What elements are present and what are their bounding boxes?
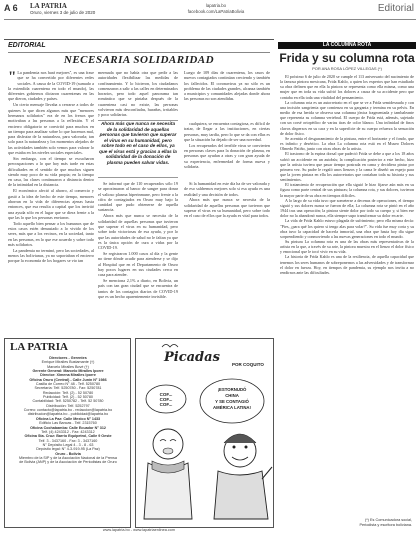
editorial-paragraph: " La pandemia nos hará mejores", es una frase que se ha convertido por diferentes redes sociales. A causa de la COVID-19 (sumado a la extendida cuarentena en todo el mundo), las diferentes gobiernos dictaron cuarentenas en las que dieron, ciudades y países.: [8, 70, 94, 102]
eye-icon: [233, 446, 236, 449]
header-facebook-link[interactable]: facebook.com/LaPatriaBolivia: [187, 9, 245, 14]
cartoon-logo: Picadas: [164, 350, 220, 365]
logo-swirl-icon: [162, 345, 178, 348]
editorial-paragraph: cualquiera, se encuentra contagiosa, es difícil de tratar, de llegar a las instituciones, en ciertas personas, muy tardía, pero lo que se da con ellas es que la situación ha dejado de ser una novedad.: [184, 121, 270, 142]
masthead-line: Oficina Sta. Cruz: Barrio Equipetrol, Calle 9 Oeste: [24, 434, 112, 439]
bubble-left-text-3: COF...: [159, 402, 173, 407]
masthead-paper-name: LA PATRIA: [10, 341, 68, 353]
masthead-line: de Bolivia (ANP) y de la Asociación de Periodistas de Oruro: [19, 460, 117, 465]
opinion-column: [278, 20, 416, 534]
masthead-line: Distribución: Telf. 5252797: [46, 403, 90, 408]
masthead-line: Depósito legal: N° 4-3-919-95 (La Paz): [36, 447, 100, 452]
column-header-label: LA COLUMNA ROTA: [322, 42, 372, 48]
masthead-line: Marcelo Miralles Bové (†): [47, 364, 89, 369]
editorial-paragraph: Ahora más que nunca se necesita de la solidaridad de aquellas personas que tuvieron que superar el virus en su humanidad, pero sobre todo en el caso de ellos que la ayuda es vital para todos.: [184, 197, 270, 219]
editorial-column-1: [8, 70, 94, 328]
page-header: [0, 0, 420, 20]
masthead-staff-list: [7, 356, 129, 465]
column-paragraph: Su pintura La columna rota es una de las obras más representativas de la artista en la que, a través de su arte, la pintora muestra en el lienzo el dolor físico y emocional que le tocó vivir en su vida.: [280, 239, 414, 255]
masthead-line: Oficina Cochabamba: Calle Ecuador N° 312: [30, 425, 106, 430]
footer-websites[interactable]: www.lapatria.bo - www.lapatriaenlinea.com: [102, 528, 176, 532]
scarf-icon: [152, 461, 184, 473]
cartoon-illustration: [136, 339, 274, 528]
editorial-column-2-top: [98, 70, 178, 120]
masthead-line: Miembro de la SIP y de la Asociación Nacional de la Prensa: [19, 455, 117, 460]
editorial-paragraph: Si la humanidad en este día ha de ser valorada y de eso saldremos mejores solo si esa ayuda es una realidad y una decisión de todos.: [184, 181, 270, 197]
column-paragraph: El tratamiento de recuperación que ella siguió le hizo fijarse aún más en su figura como parte central de sus pinturas; la columna rota, y sus dolores, tuvieron la mayor parte de su obra en tiempos difíciles.: [280, 182, 414, 198]
editorial-paragraph: Ahora más que nunca se necesita de la solidaridad de aquellas personas que tuvieron que superar el virus en su humanidad, pero sobre todo victoriosas de esa ayuda, y por lo que las autoridades de salud no le faltan ya que es la única opción de cura a vidas por la COVID-19.: [98, 213, 178, 251]
editorial-column-3-top: [184, 70, 270, 120]
editorial-column-2-bottom: [98, 181, 178, 327]
editorial-paragraph: El económico afectó al ahorro, al comercio y gastó a la idea de hecho de este tiempo, menores ahorran en la vida de diferencias ajenas hasta entonces, que esa resulta a capital que los invirtió una ayuda sólo en el lugar que se diera frente a la que las lo que los personas enviaron.: [8, 188, 94, 220]
cough-mouth-icon: [163, 448, 173, 454]
editorial-paragraph: Los recuperados del terrible virus se convierten en personas claves para la donación de plasma, en personas que ayudan a otras y con gran ayuda de su experiencia, enfermedad de forma nueva y solidaria.: [184, 142, 270, 169]
masthead-line: Correo: contacto@lapatria.bo - redaccion@lapatria.bo: [23, 408, 113, 413]
column-signature: [359, 518, 412, 527]
column-title: Frida y su columna rota: [279, 51, 415, 65]
editorial-paragraph: Luego de 109 días de cuarentena, los casos de nuevos contagiados continúan creciendo y también los fallecidos. El coronavirus ya no sólo es un problema de las ciudades grandes, alcanza también a municipios y comunidades alejadas donde ahora las personas no son atendidas.: [184, 70, 270, 102]
column-paragraph: La columna rota es un autorretrato en el que se ve a Frida semidesnuda y con una incisión sangrienta que comienza en su garganta y termina en su pelvis. En medio de esa herida se observa una columna jónica fragmentada y tambaleante que representa su columna vertebral. El cuerpo de Frida está, además, sujetado con un corsé ortopédico de varias tiras de color blanco. Una infinidad de finos clavos dispersos en su cara y en la superficie de su cuerpo refuerza la sensación de dolor físico.: [280, 99, 414, 136]
header-paper-name: LA PATRIA: [30, 2, 67, 10]
masthead-line: Enrique Miralles Bustamante (†): [41, 360, 95, 365]
masthead-box: [4, 338, 131, 528]
masthead-line: distribucion@lapatria.bo - publicidad@lapatria.bo: [27, 412, 109, 417]
editorial-tag: EDITORIAL: [8, 42, 46, 49]
editorial-paragraph: Un cierto mensaje llevaba a cerrarse a todos de quienes lo que dicen algunos más que "menores hermanos solidarios" era de en los frenos que motivaban a las personas a la reflexión. Y el encierro obligatorio se convirtió para muchos en un tiempo para analizar sobre lo que hacemos mal, para disfrutar de la naturaleza, para valorarla; tan solo para la naturaleza y los momentos alejados de las actividades también solo vemos para valorar lo que estaba en los niveles sociales especiales.: [8, 102, 94, 156]
column-paragraph: A lo largo de su vida tuvo que someterse a decenas de operaciones, el tiempo siguió y sus dolores nunca se fueron de ella; La columna rota se pintó en el año 1944 tras una operación; la pintora siente dolor por todo su cuerpo y, si bien ese dolor no la abandonó nunca, ella siempre supo transformar su dolor en arte.: [280, 197, 414, 219]
masthead-line: Redacción: Telf. (2) - 52 50780: [42, 390, 94, 395]
bubble-right-line-2: CHINA: [225, 393, 239, 398]
masthead-line: Telf. (4) 4243312 - Fax: 4243312: [41, 429, 95, 434]
editorial-divider: [8, 52, 270, 53]
cartoon-credit: POR COQUITO: [232, 362, 264, 367]
bubble-right-line-1: ¡ESTORNUDÓ: [217, 387, 247, 392]
hair-icon: [224, 434, 256, 443]
masthead-line: Directores - Gerentes: [49, 356, 87, 360]
bubble-right-line-3: Y SE CONTAGIÓ: [215, 399, 249, 404]
pullquote-rule-bottom: [98, 177, 178, 178]
header-date: Oruro, viernes 3 de julio de 2020: [30, 10, 96, 15]
eye-icon: [245, 446, 248, 449]
editorial-paragraph: Se registraron 1.000 casos al día y la gente no tiene dónde acudir para atenderse y se dijo al Hospital que en el Departamento de Oruro hay pocos lugares en sus ciudades cerca en casa para atender.: [98, 251, 178, 278]
editorial-paragraph: Se informó que de 110 recuperados sólo 19 se aproximaron al banco de sangre para donar el valioso plasma hiperinmune, pero frente a la cifra de contagiados en Oruro muy bajo la cantidad que pudo obtenerse de aquella sustancia.: [98, 181, 178, 213]
masthead-line: Telf. 3 - 3437160 - Fax: 3 - 3437160: [38, 438, 98, 443]
bubble-left-text: COF...: [159, 392, 173, 397]
masthead-line: Director: Ximena Miralles Iporre: [40, 373, 96, 378]
editorial-title: NECESARIA SOLIDARIDAD: [63, 54, 215, 66]
talking-character-body: [214, 471, 268, 519]
column-paragraph: La vida de Frida Kahlo estuvo plagada de sufrimiento; pero ella misma decía: "Pies, ¿para qué los quiero si tengo alas para volar?". Su vida fue muy corta y su obra tuvo la capacidad de hacerla inmortal, una obra que hasta hoy día sigue sorprendiendo y conmoviendo a las nuevas generaciones en todo el mundo.: [280, 218, 414, 239]
masthead-line: Contabilidad: Telf. 5250782 - Telf. 52 50780: [32, 399, 104, 404]
masthead-line: Secretaría: Telf. 5250780 - Fax: 5250781: [34, 386, 102, 391]
sick-character-head: [153, 429, 183, 459]
page-number: A 6: [4, 3, 18, 13]
column-paragraph: El próximo 6 de julio de 2020 se cumple el 113 aniversario del nacimiento de la famosa pintora mexicana, Frida Kahlo, a quien los expertos que han estudiado su obra definen que en ella la pintora se representa como ella misma, como una mujer que en toda su vida sufrió los dolores a causa de su accidente pero que contaba en ella toda una vitalidad del pensamiento.: [280, 74, 414, 100]
masthead-line: Oficina Oruro (Central) - Calle Junín N° 1986: [29, 377, 107, 382]
bubble-left-text-2: COF...: [159, 397, 173, 402]
pullquote: Ahora más que nunca se necesita de la solidaridad de aquellas personas que tuvieron que superar el virus en su humanidad, pero sobre todo en el caso de ellos, ya que el virus está y gracias a ellas la solidaridad de la donación de plasma pueden salvar vidas.: [99, 121, 177, 165]
editorial-column-3-middle: [184, 121, 270, 179]
signature-line-1: (*) Es Comunicadora social,: [364, 518, 412, 522]
masthead-line: Oficina La Paz: Calle Mexico N° 1433: [35, 416, 101, 421]
editorial-paragraph: Todo aquello bien pensar a los humanos que de estos casos estén demasiado a lo vivido de los seres, más que a los vecinos, en la sociedad, tanto en las personas, en lo que ese acuerdo y sobre todo más solidarios.: [8, 220, 94, 247]
editorial-article: [4, 39, 274, 331]
masthead-line: Oruro - Bolivia: [55, 451, 81, 456]
drop-cap: ": [8, 70, 17, 85]
masthead-line: Publicidad: Telf. (2) - 52 50780: [43, 395, 93, 400]
cartoon-panel: [135, 338, 274, 528]
editorial-paragraph: La pandemia no terminó, pero las sociedades, al menos las bolivianas, ya no soportaban el encierro porque la economía de los hogares se vio tan: [8, 247, 94, 264]
editorial-paragraph: mermada que no había otra que pedir a las autoridades flexibilizar las medidas de confinamiento. Y lo hicieron, los ciudadanos comenzaron a salir a las calles en determinados horarios, pero todo aquel panorama tan romántico que se pintaba después de la cuarentena casi no existe, las personas volvieron más desconfiadas, hurañas, irritables y poco solidarias.: [98, 70, 178, 118]
signature-line-2: Periodista y escritora boliviana.: [359, 522, 412, 527]
editorial-column-3-bottom: [184, 181, 270, 327]
editorial-paragraph: Se menciona 2,1% a diario, en Bolivia, un país con tan gran ciudad que se encuentra de tantos de los contagios diarios de COVID-19 que es un hecho aparentemente invisible.: [98, 278, 178, 300]
column-paragraph: El trastorno de la espina dorsal que padeció Frida se debe a que a los 18 años sufrió un accidente en un autobús; la complicación posterior a este hecho, hizo que la artista tuviera que pasar tiempo postrada en cama y decidiera pintar por primera vez. Su padre le regaló unos lienzos y la cama le diseñó un espejo para que la joven pintara en ella los autorretratos que contaban toda su historia y sus sentimientos.: [280, 151, 414, 183]
column-paragraph: Se acentúa el desgarramiento de la pintura, entre el horizonte y el fondo, que es infinito y desértico. La obra La columna rota está en el Museo Dolores Olmedo Patiño, junto con otras obras de la artista.: [280, 135, 414, 152]
editorial-paragraph: Sin embargo, con el tiempo se escucharon preocupaciones a lo que hoy más tarde en estas dificultades en el sentido de que muchos siguen siendo muy poco de su vida propia; en la tiempo en casa, las clases continuaron a distancia dentro de la intimidad en la distancia.: [8, 155, 94, 188]
masthead-line: N° Depósito Legal 4 - 3 - 8 - 63: [42, 442, 94, 447]
column-body: [280, 74, 414, 528]
bubble-right-line-4: AMÉRICA LATINA!: [213, 405, 251, 410]
section-label: Editorial: [377, 3, 414, 14]
column-header-bar: [278, 42, 416, 49]
column-paragraph: La historia de Frida Kahlo es una de la resiliencia, de aquella capacidad que tenemos los seres humanos de sobreponernos a las adversidades y de transformar el dolor en fuerza. Hoy, en tiempos de pandemia, su ejemplo nos invita a no rendirnos ante las dificultades.: [280, 254, 414, 275]
pointing-arm-icon: [262, 467, 272, 479]
masthead-line: Casilla de Correo N° 48 - Telf. 5250780: [35, 382, 101, 387]
masthead-line: Gerente General: Marcelo Miralles Iporre: [32, 369, 104, 374]
masthead-line: Edificio Las Bancas - Telf. 2315760: [39, 421, 97, 426]
header-website-link[interactable]: lapatria.bo: [205, 3, 227, 8]
column-byline: POR ANA ROSA LÓPEZ VILLEGAS (*): [312, 66, 382, 71]
